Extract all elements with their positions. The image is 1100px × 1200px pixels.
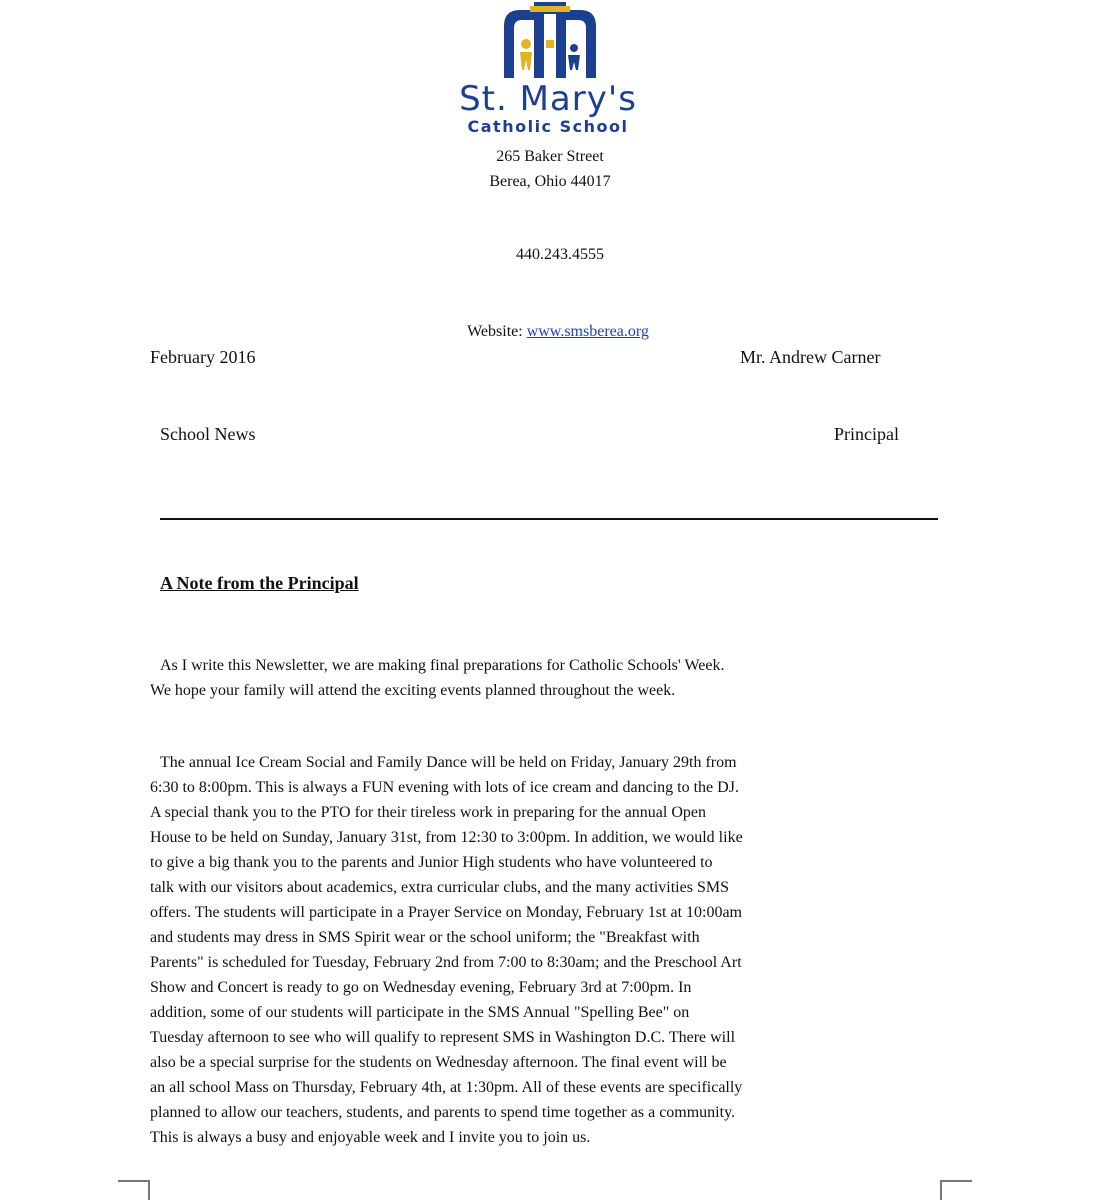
school-logo-cross-icon xyxy=(490,0,610,80)
body-line: A special thank you to the PTO for their tireless work in preparing for the annual Open xyxy=(150,804,707,821)
article-heading: A Note from the Principal xyxy=(160,573,359,593)
newsletter-date: February 2016 xyxy=(150,347,256,367)
body-line: 6:30 to 8:00pm. This is always a FUN evening with lots of ice cream and dancing to the DJ. xyxy=(150,779,739,796)
intro-line: As I write this Newsletter, we are making final preparations for Catholic Schools' Week. xyxy=(160,657,725,674)
school-name xyxy=(448,80,648,136)
body-line: also be a special surprise for the students on Wednesday afternoon. The final event will be xyxy=(150,1054,727,1071)
body-line: planned to allow our teachers, students, and parents to spend time together as a community. xyxy=(150,1104,736,1121)
phone-number: 440.243.4555 xyxy=(516,246,604,263)
body-line: House to be held on Sunday, January 31st, from 12:30 to 3:00pm. In addition, we would like xyxy=(150,829,743,846)
website-link[interactable]: www.smsberea.org xyxy=(526,323,649,340)
website-label: Website: xyxy=(467,323,527,340)
header-divider xyxy=(160,518,938,520)
body-line: talk with our visitors about academics, extra curricular clubs, and the many activities SMS xyxy=(150,879,729,896)
school-name-line2: Catholic School xyxy=(467,117,629,136)
page-corner-mark xyxy=(940,1180,972,1200)
body-line: The annual Ice Cream Social and Family Dance will be held on Friday, January 29th from xyxy=(160,754,737,771)
body-line: Show and Concert is ready to go on Wednesday evening, February 3rd at 7:00pm. In xyxy=(150,979,692,996)
body-paragraph xyxy=(150,750,938,1150)
body-line: to give a big thank you to the parents and Junior High students who have volunteered to xyxy=(150,854,713,871)
principal-title: Principal xyxy=(834,424,899,444)
body-line: This is always a busy and enjoyable week and I invite you to join us. xyxy=(150,1129,591,1146)
body-line: and students may dress in SMS Spirit wear or the school uniform; the "Breakfast with xyxy=(150,929,700,946)
body-line: an all school Mass on Thursday, February 4th, at 1:30pm. All of these events are specifically xyxy=(150,1079,743,1096)
page-corner-mark xyxy=(118,1180,150,1200)
website-line xyxy=(8,323,1100,341)
section-title: School News xyxy=(160,424,256,444)
address-line1: 265 Baker Street xyxy=(496,148,604,165)
intro-paragraph xyxy=(150,653,910,703)
intro-line: We hope your family will attend the exciting events planned throughout the week. xyxy=(150,682,676,699)
body-line: addition, some of our students will participate in the SMS Annual "Spelling Bee" on xyxy=(150,1004,690,1021)
body-line: Parents" is scheduled for Tuesday, February 2nd from 7:00 to 8:30am; and the Preschool Art xyxy=(150,954,742,971)
body-line: Tuesday afternoon to see who will qualify to represent SMS in Washington D.C. There will xyxy=(150,1029,736,1046)
address-line2: Berea, Ohio 44017 xyxy=(489,173,611,190)
principal-name: Mr. Andrew Carner xyxy=(740,347,881,367)
body-line: offers. The students will participate in a Prayer Service on Monday, February 1st at 10:00am xyxy=(150,904,742,921)
school-name-line1: St. Mary's xyxy=(459,79,637,119)
